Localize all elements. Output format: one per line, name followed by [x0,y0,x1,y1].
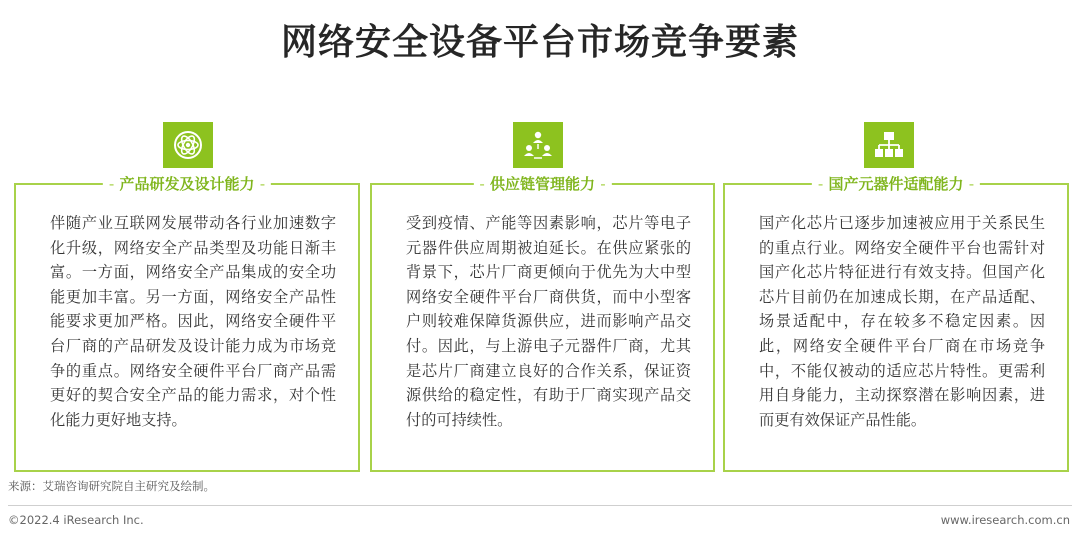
card-title [812,173,980,195]
card-title-text: 产品研发及设计能力 [119,175,255,193]
card-product-rd [14,175,360,472]
card-domestic-components [723,175,1069,472]
card-3-icon-box [864,122,914,168]
org-chart-icon [873,129,905,161]
title-dash-left: - [817,175,824,193]
card-body: 国产化芯片已逐步加速被应用于关系民生的重点行业。网络安全硬件平台也需针对国产化芯片特征进行有效支持。但国产化芯片目前仍在加速成长期，在产品适配、场景适配中，存在较多不稳定因素。因此，网络安全硬件平台厂商在市场竞争中，不能仅被动的适应芯片特性。更需利用自身能力，主动探察潜在影响因素，进而更有效保证产品性能。 [759,214,1045,429]
people-network-icon [522,129,554,161]
footer-divider [8,505,1072,506]
atom-target-icon [172,129,204,161]
title-dash-right: - [600,175,606,193]
title-dash-left: - [108,175,115,193]
card-body: 受到疫情、产能等因素影响，芯片等电子元器件供应周期被迫延长。在供应紧张的背景下，芯片厂商更倾向于优先为大中型网络安全硬件平台厂商供货，而中小型客户则较难保障货源供应，进而影响产品交付。因此，与上游电子元器件厂商，尤其是芯片厂商建立良好的合作关系，保证资源供给的稳定性，有助于厂商实现产品交付的可持续性。 [406,214,691,429]
title-dash-left: - [479,175,485,193]
page-title: 网络安全设备平台市场竞争要素 [280,22,799,63]
card-2-icon-box [513,122,563,168]
website-link[interactable]: www.iresearch.com.cn [940,513,1070,527]
title-dash-right: - [968,175,975,193]
copyright: ©2022.4 iResearch Inc. [8,513,144,527]
card-title [103,173,271,195]
card-title-text: 国产元器件适配能力 [828,175,964,193]
title-dash-right: - [259,175,266,193]
card-body: 伴随产业互联网发展带动各行业加速数字化升级，网络安全产品类型及功能日渐丰富。一方面，网络安全产品集成的安全功能更加丰富。另一方面，网络安全产品性能要求更加严格。因此，网络安全硬件平台厂商的产品研发及设计能力成为市场竞争的重点。网络安全硬件平台厂商产品需更好的契合安全产品的能力需求，对个性化能力更好地支持。 [50,214,336,429]
card-1-icon-box [163,122,213,168]
source-note: 来源：艾瑞咨询研究院自主研究及绘制。 [8,479,215,493]
card-title-text: 供应链管理能力 [489,175,596,193]
card-title [473,173,611,195]
card-supply-chain [370,175,715,472]
